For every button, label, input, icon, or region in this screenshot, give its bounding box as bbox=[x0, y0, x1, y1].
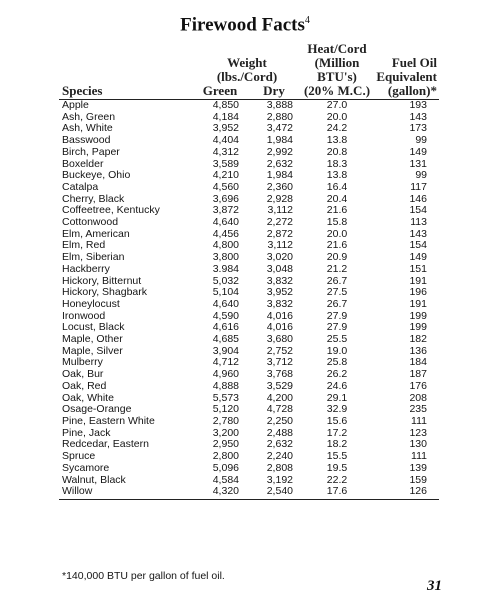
heat-header-line4: (20% M.C.) bbox=[301, 84, 373, 100]
dry-weight-cell: 4,728 bbox=[266, 403, 293, 416]
green-weight-cell: 4,712 bbox=[212, 356, 239, 369]
species-cell: Sycamore bbox=[62, 461, 110, 474]
dry-weight-cell: 3,680 bbox=[266, 333, 293, 346]
heat-per-cord-cell: 25.8 bbox=[326, 356, 348, 369]
weight-header-line1: Weight bbox=[227, 55, 267, 70]
green-weight-cell: 4,210 bbox=[212, 169, 239, 182]
table-row bbox=[59, 123, 439, 135]
fuel-oil-equivalent-cell: 199 bbox=[409, 321, 427, 334]
table-row bbox=[59, 357, 439, 369]
species-cell: Pine, Jack bbox=[62, 426, 111, 439]
table-row bbox=[59, 451, 439, 463]
fuel-oil-equivalent-cell: 117 bbox=[410, 180, 427, 193]
dry-weight-cell: 2,632 bbox=[266, 157, 293, 170]
dry-weight-cell: 2,752 bbox=[266, 344, 293, 357]
species-cell: Elm, Red bbox=[62, 239, 106, 252]
species-cell: Birch, Paper bbox=[62, 145, 120, 158]
heat-per-cord-cell: 25.5 bbox=[326, 333, 348, 346]
green-weight-cell: 3,200 bbox=[212, 426, 239, 439]
dry-weight-cell: 4,016 bbox=[266, 321, 293, 334]
green-weight-cell: 3.984 bbox=[212, 262, 239, 275]
heat-per-cord-cell: 15.8 bbox=[326, 216, 348, 229]
dry-weight-cell: 3,192 bbox=[266, 473, 293, 486]
heat-per-cord-cell: 29.1 bbox=[326, 391, 348, 404]
green-weight-cell: 4,850 bbox=[212, 99, 239, 111]
heat-per-cord-cell: 19.0 bbox=[326, 344, 348, 357]
heat-per-cord-cell: 26.2 bbox=[326, 368, 348, 381]
fuel-oil-equivalent-cell: 176 bbox=[409, 379, 427, 392]
species-cell: Cottonwood bbox=[62, 216, 119, 229]
green-weight-cell: 4,960 bbox=[212, 368, 239, 381]
green-column-header: Green bbox=[193, 84, 247, 100]
green-weight-cell: 3,872 bbox=[212, 204, 239, 217]
species-cell: Oak, Red bbox=[62, 379, 107, 392]
fuel-oil-equivalent-cell: 123 bbox=[409, 426, 427, 439]
page-number: 31 bbox=[427, 578, 442, 594]
fuel-oil-equivalent-cell: 99 bbox=[415, 169, 427, 182]
heat-per-cord-cell: 13.8 bbox=[326, 134, 348, 147]
dry-weight-cell: 3,832 bbox=[266, 274, 293, 287]
species-cell: Oak, Bur bbox=[62, 368, 104, 381]
fuel-oil-equivalent-cell: 187 bbox=[409, 368, 427, 381]
table-row bbox=[59, 381, 439, 393]
weight-header-line2: (lbs./Cord) bbox=[216, 69, 278, 84]
green-weight-cell: 4,456 bbox=[212, 227, 239, 240]
dry-weight-cell: 2,808 bbox=[266, 461, 293, 474]
green-weight-cell: 2,950 bbox=[212, 438, 239, 451]
fuel-oil-equivalent-cell: 111 bbox=[411, 414, 427, 427]
fuel-oil-equivalent-cell: 154 bbox=[409, 204, 427, 217]
heat-per-cord-cell: 21.2 bbox=[326, 262, 348, 275]
fuel-oil-equivalent-cell: 136 bbox=[409, 344, 427, 357]
fuel-oil-equivalent-cell: 149 bbox=[409, 145, 427, 158]
green-weight-cell: 4,685 bbox=[212, 333, 239, 346]
table-row bbox=[59, 463, 439, 475]
dry-weight-cell: 2,360 bbox=[266, 180, 293, 193]
species-cell: Walnut, Black bbox=[62, 473, 126, 486]
fuel-oil-equivalent-cell: 173 bbox=[409, 122, 427, 135]
heat-per-cord-cell: 24.6 bbox=[326, 379, 348, 392]
header-row-1 bbox=[59, 42, 439, 56]
species-cell: Ash, Green bbox=[62, 110, 116, 123]
dry-weight-cell: 2,488 bbox=[266, 426, 293, 439]
green-weight-cell: 4,184 bbox=[212, 110, 239, 123]
species-cell: Cherry, Black bbox=[62, 192, 125, 205]
dry-weight-cell: 3,832 bbox=[266, 297, 293, 310]
heat-per-cord-cell: 19.5 bbox=[326, 461, 348, 474]
heat-per-cord-cell: 24.2 bbox=[326, 122, 348, 135]
species-cell: Apple bbox=[62, 99, 89, 111]
table-row bbox=[59, 439, 439, 451]
fuel-oil-equivalent-cell: 199 bbox=[409, 309, 427, 322]
dry-weight-cell: 2,632 bbox=[266, 438, 293, 451]
species-cell: Osage-Orange bbox=[62, 403, 132, 416]
heat-per-cord-cell: 27.0 bbox=[326, 99, 348, 111]
fuel-oil-equivalent-cell: 159 bbox=[409, 473, 427, 486]
heat-per-cord-cell: 27.9 bbox=[326, 321, 348, 334]
green-weight-cell: 4,800 bbox=[212, 239, 239, 252]
species-cell: Pine, Eastern White bbox=[62, 414, 155, 427]
table-row bbox=[59, 182, 439, 194]
dry-weight-cell: 4,016 bbox=[266, 309, 293, 322]
heat-per-cord-cell: 27.5 bbox=[326, 286, 348, 299]
green-weight-cell: 4,560 bbox=[212, 180, 239, 193]
fuel-oil-footnote: *140,000 BTU per gallon of fuel oil. bbox=[62, 570, 225, 582]
species-cell: Locust, Black bbox=[62, 321, 125, 334]
table-row bbox=[59, 100, 439, 112]
dry-weight-cell: 3,048 bbox=[266, 262, 293, 275]
fuel-oil-equivalent-cell: 130 bbox=[409, 438, 427, 451]
fuel-oil-equivalent-cell: 193 bbox=[409, 99, 427, 111]
table-body bbox=[59, 100, 439, 500]
fuel-oil-equivalent-cell: 184 bbox=[409, 356, 427, 369]
heat-per-cord-cell: 17.2 bbox=[326, 426, 348, 439]
dry-weight-cell: 3,112 bbox=[267, 204, 293, 217]
fuel-oil-equivalent-cell: 143 bbox=[409, 110, 427, 123]
table-row bbox=[59, 334, 439, 346]
green-weight-cell: 4,312 bbox=[212, 145, 239, 158]
species-cell: Catalpa bbox=[62, 180, 99, 193]
fuel-oil-equivalent-cell: 235 bbox=[409, 403, 427, 416]
fuel-oil-equivalent-cell: 191 bbox=[409, 274, 427, 287]
dry-weight-cell: 1,984 bbox=[266, 134, 293, 147]
green-weight-cell: 4,584 bbox=[212, 473, 239, 486]
dry-weight-cell: 2,240 bbox=[266, 450, 293, 463]
title-footnote-marker: 4 bbox=[304, 15, 310, 26]
heat-per-cord-cell: 27.9 bbox=[326, 309, 348, 322]
title-text: Firewood Facts bbox=[180, 14, 305, 36]
species-cell: Ash, White bbox=[62, 122, 113, 135]
table-row bbox=[59, 475, 439, 487]
fuel-oil-equivalent-cell: 196 bbox=[409, 286, 427, 299]
green-weight-cell: 3,800 bbox=[212, 251, 239, 264]
heat-per-cord-cell: 16.4 bbox=[326, 180, 348, 193]
dry-weight-cell: 2,272 bbox=[266, 216, 293, 229]
species-cell: Elm, American bbox=[62, 227, 130, 240]
heat-per-cord-cell: 20.0 bbox=[326, 110, 348, 123]
fuel-oil-equivalent-cell: 99 bbox=[415, 134, 427, 147]
heat-per-cord-cell: 32.9 bbox=[326, 403, 348, 416]
species-cell: Oak, White bbox=[62, 391, 114, 404]
green-weight-cell: 4,616 bbox=[212, 321, 239, 334]
dry-weight-cell: 3,529 bbox=[266, 379, 293, 392]
fuel-oil-equivalent-cell: 139 bbox=[409, 461, 427, 474]
table-row bbox=[59, 229, 439, 241]
heat-per-cord-cell: 18.3 bbox=[326, 157, 348, 170]
green-weight-cell: 5,120 bbox=[212, 403, 239, 416]
green-weight-cell: 5,096 bbox=[212, 461, 239, 474]
green-weight-cell: 4,640 bbox=[212, 216, 239, 229]
green-weight-cell: 3,904 bbox=[212, 344, 239, 357]
dry-weight-cell: 3,712 bbox=[266, 356, 293, 369]
heat-per-cord-cell: 20.9 bbox=[326, 251, 348, 264]
species-cell: Coffeetree, Kentucky bbox=[62, 204, 160, 217]
heat-per-cord-cell: 26.7 bbox=[326, 274, 348, 287]
heat-per-cord-cell: 26.7 bbox=[326, 297, 348, 310]
heat-per-cord-cell: 20.8 bbox=[326, 145, 348, 158]
species-cell: Willow bbox=[59, 486, 193, 499]
green-weight-cell: 3,952 bbox=[212, 122, 239, 135]
oil-header-line1: Fuel Oil bbox=[391, 55, 437, 70]
species-cell: Buckeye, Ohio bbox=[62, 169, 131, 182]
page-title bbox=[0, 10, 490, 36]
fuel-oil-equivalent-cell: 146 bbox=[409, 192, 427, 205]
green-weight-cell: 2,800 bbox=[212, 450, 239, 463]
heat-header-line2: (Million bbox=[314, 55, 360, 70]
table-row bbox=[59, 147, 439, 159]
species-cell: Basswood bbox=[62, 134, 111, 147]
oil-header-line2: Equivalent bbox=[376, 69, 437, 84]
table-row bbox=[59, 346, 439, 358]
species-cell: Elm, Siberian bbox=[62, 251, 125, 264]
dry-weight-cell: 2,872 bbox=[266, 227, 293, 240]
heat-per-cord-cell: 15.5 bbox=[326, 450, 348, 463]
green-weight-cell: 4,320 bbox=[193, 486, 247, 499]
fuel-oil-equivalent-cell: 208 bbox=[409, 391, 427, 404]
species-cell: Hackberry bbox=[62, 262, 110, 275]
fuel-oil-equivalent-cell: 151 bbox=[409, 262, 427, 275]
fuel-oil-equivalent-cell: 191 bbox=[409, 297, 427, 310]
species-cell: Maple, Silver bbox=[62, 344, 123, 357]
fuel-oil-equivalent-cell: 126 bbox=[373, 486, 439, 499]
fuel-oil-equivalent-cell: 131 bbox=[409, 157, 427, 170]
oil-header-line3: (gallon)* bbox=[373, 84, 439, 100]
dry-column-header: Dry bbox=[247, 84, 301, 100]
dry-weight-cell: 3,112 bbox=[267, 239, 293, 252]
heat-header-line3: BTU's) bbox=[317, 69, 357, 84]
dry-weight-cell: 1,984 bbox=[266, 169, 293, 182]
green-weight-cell: 5,104 bbox=[212, 286, 239, 299]
species-cell: Spruce bbox=[62, 450, 96, 463]
table-row bbox=[59, 112, 439, 124]
fuel-oil-equivalent-cell: 149 bbox=[409, 251, 427, 264]
green-weight-cell: 2,780 bbox=[212, 414, 239, 427]
green-weight-cell: 3,696 bbox=[212, 192, 239, 205]
dry-weight-cell: 3,472 bbox=[266, 122, 293, 135]
dry-weight-cell: 3,768 bbox=[266, 368, 293, 381]
table-row bbox=[59, 299, 439, 311]
fuel-oil-equivalent-cell: 113 bbox=[410, 216, 427, 229]
table-row bbox=[59, 217, 439, 229]
table-row bbox=[59, 264, 439, 276]
dry-weight-cell: 2,880 bbox=[266, 110, 293, 123]
fuel-oil-equivalent-cell: 154 bbox=[409, 239, 427, 252]
table-row bbox=[59, 252, 439, 264]
firewood-facts-table bbox=[59, 42, 439, 500]
species-column-header: Species bbox=[59, 84, 193, 100]
firewood-table-container bbox=[59, 42, 439, 500]
fuel-oil-equivalent-cell: 111 bbox=[411, 450, 427, 463]
heat-header-line1: Heat/Cord bbox=[307, 41, 367, 56]
green-weight-cell: 4,888 bbox=[212, 379, 239, 392]
green-weight-cell: 3,589 bbox=[212, 157, 239, 170]
species-cell: Redcedar, Eastern bbox=[62, 438, 149, 451]
species-cell: Hickory, Shagbark bbox=[62, 286, 148, 299]
header-row-3 bbox=[59, 70, 439, 84]
fuel-oil-equivalent-cell: 182 bbox=[409, 333, 427, 346]
dry-weight-cell: 3,020 bbox=[266, 251, 293, 264]
species-cell: Honeylocust bbox=[62, 297, 120, 310]
dry-weight-cell: 2,992 bbox=[266, 145, 293, 158]
heat-per-cord-cell: 15.6 bbox=[326, 414, 348, 427]
dry-weight-cell: 2,928 bbox=[266, 192, 293, 205]
species-cell: Maple, Other bbox=[62, 333, 123, 346]
heat-per-cord-cell: 20.0 bbox=[326, 227, 348, 240]
green-weight-cell: 4,590 bbox=[212, 309, 239, 322]
green-weight-cell: 4,640 bbox=[212, 297, 239, 310]
heat-per-cord-cell: 20.4 bbox=[326, 192, 348, 205]
dry-weight-cell: 4,200 bbox=[266, 391, 293, 404]
species-cell: Hickory, Bitternut bbox=[62, 274, 142, 287]
header-row-4 bbox=[59, 84, 439, 100]
species-cell: Ironwood bbox=[62, 309, 106, 322]
table-row bbox=[59, 416, 439, 428]
dry-weight-cell: 2,250 bbox=[266, 414, 293, 427]
species-cell: Mulberry bbox=[62, 356, 103, 369]
species-cell: Boxelder bbox=[62, 157, 104, 170]
dry-weight-cell: 2,540 bbox=[247, 486, 301, 499]
heat-per-cord-cell: 21.6 bbox=[326, 239, 348, 252]
heat-per-cord-cell: 18.2 bbox=[326, 438, 348, 451]
table-header bbox=[59, 42, 439, 100]
dry-weight-cell: 3,888 bbox=[266, 99, 293, 111]
fuel-oil-equivalent-cell: 143 bbox=[409, 227, 427, 240]
table-row bbox=[59, 369, 439, 381]
heat-per-cord-cell: 17.6 bbox=[301, 486, 373, 499]
heat-per-cord-cell: 22.2 bbox=[326, 473, 348, 486]
table-row bbox=[59, 486, 439, 499]
table-row bbox=[59, 170, 439, 182]
green-weight-cell: 4,404 bbox=[212, 134, 239, 147]
dry-weight-cell: 3,952 bbox=[266, 286, 293, 299]
heat-per-cord-cell: 13.8 bbox=[326, 169, 348, 182]
header-row-2 bbox=[59, 56, 439, 70]
green-weight-cell: 5,573 bbox=[212, 391, 239, 404]
green-weight-cell: 5,032 bbox=[212, 274, 239, 287]
heat-per-cord-cell: 21.6 bbox=[326, 204, 348, 217]
